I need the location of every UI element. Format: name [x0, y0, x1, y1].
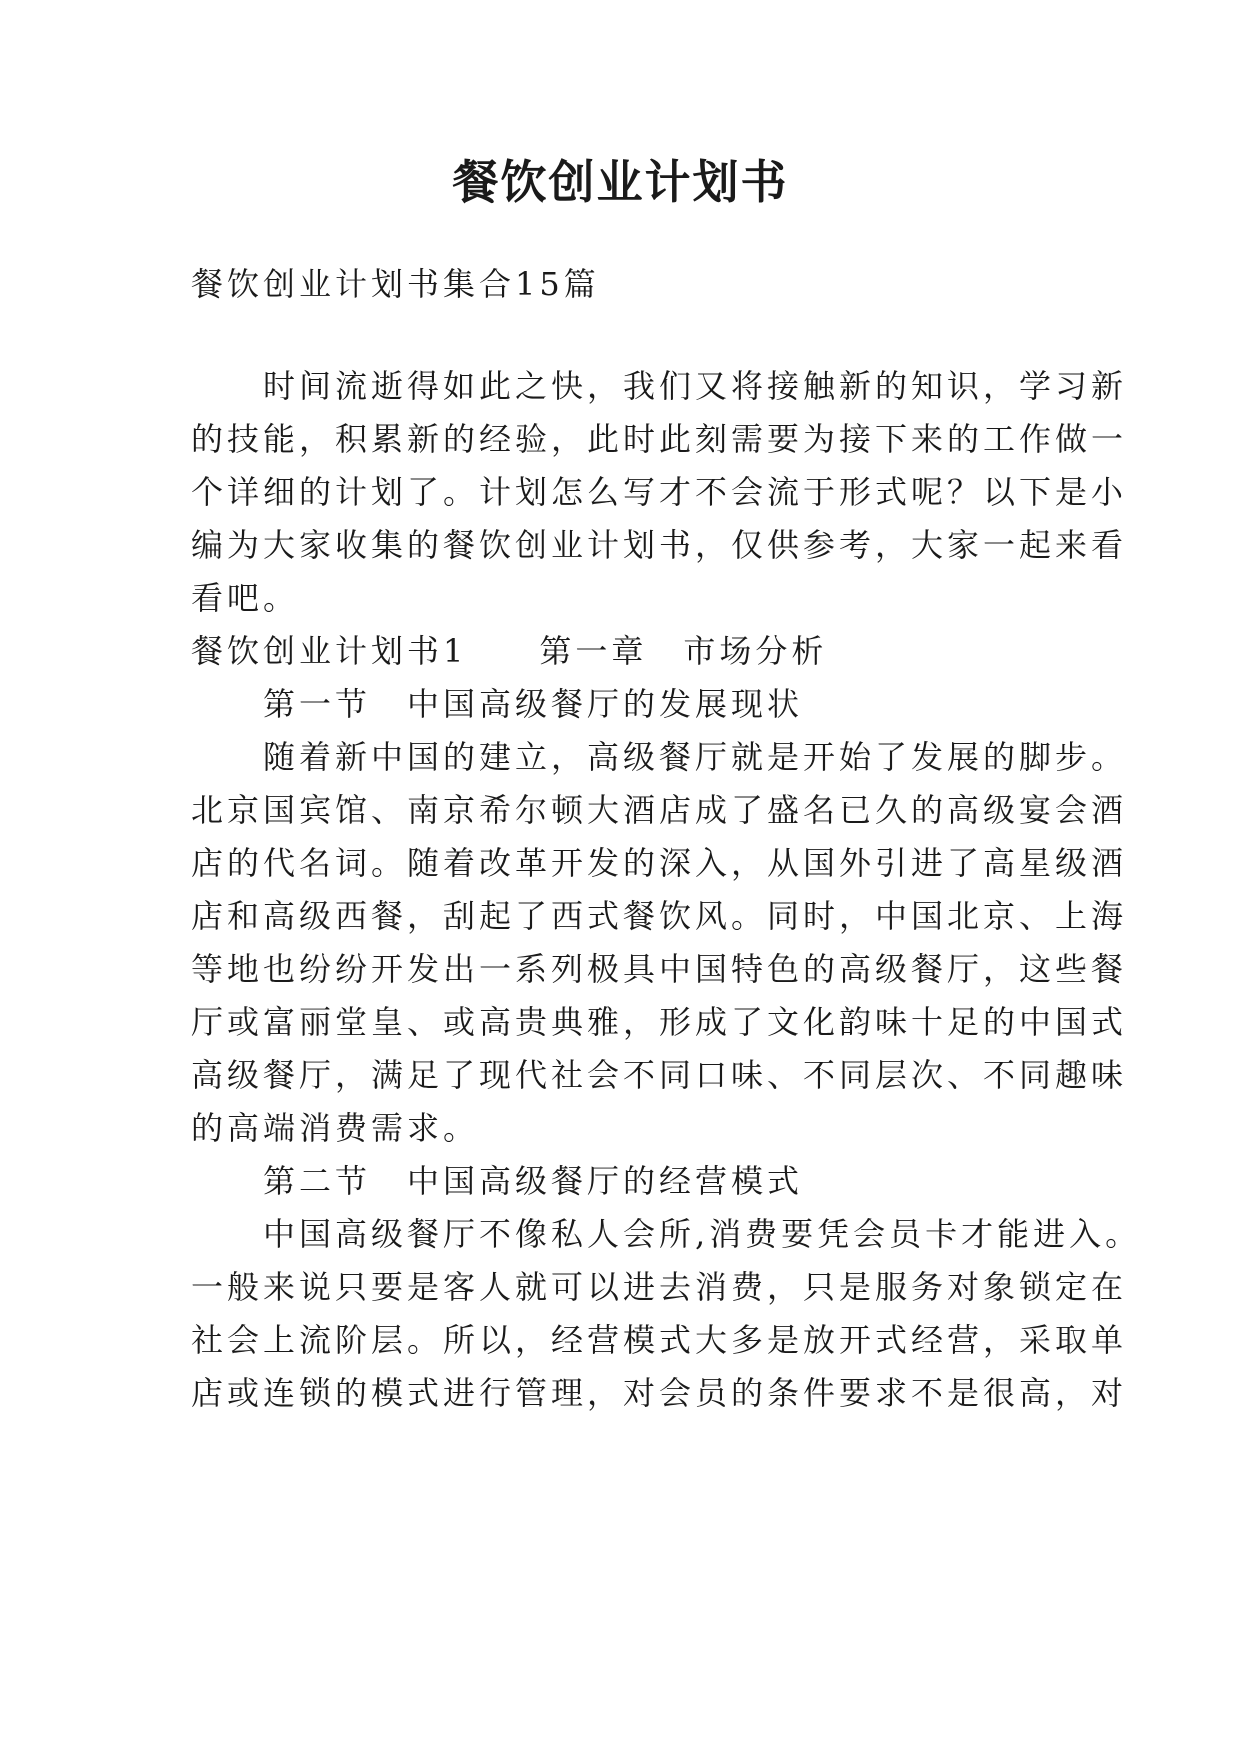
body-line: 高级餐厅，满足了现代社会不同口味、不同层次、不同趣味	[191, 1056, 1128, 1094]
body-line: 的技能，积累新的经验，此时此刻需要为接下来的工作做一	[191, 420, 1128, 458]
body-line: 编为大家收集的餐饮创业计划书，仅供参考，大家一起来看	[191, 526, 1128, 564]
body-line: 店和高级西餐，刮起了西式餐饮风。同时，中国北京、上海	[191, 897, 1128, 935]
body-line: 社会上流阶层。所以，经营模式大多是放开式经营，采取单	[191, 1321, 1128, 1359]
section-heading: 第二节 中国高级餐厅的经营模式	[191, 1162, 804, 1200]
section-heading: 第一节 中国高级餐厅的发展现状	[191, 685, 804, 723]
document-subtitle: 餐饮创业计划书集合15篇	[191, 265, 600, 303]
document-title: 餐饮创业计划书	[452, 155, 789, 209]
body-line: 中国高级餐厅不像私人会所,消费要凭会员卡才能进入。	[191, 1215, 1142, 1253]
body-line: 一般来说只要是客人就可以进去消费，只是服务对象锁定在	[191, 1268, 1128, 1306]
section-heading: 餐饮创业计划书1 第一章 市场分析	[191, 632, 828, 670]
body-line: 厅或富丽堂皇、或高贵典雅，形成了文化韵味十足的中国式	[191, 1003, 1128, 1041]
body-line: 时间流逝得如此之快，我们又将接触新的知识，学习新	[191, 367, 1128, 405]
body-line: 店或连锁的模式进行管理，对会员的条件要求不是很高，对	[191, 1374, 1128, 1412]
body-line: 看吧。	[191, 579, 300, 617]
body-line: 店的代名词。随着改革开发的深入，从国外引进了高星级酒	[191, 844, 1128, 882]
body-line: 的高端消费需求。	[191, 1109, 480, 1147]
body-line: 随着新中国的建立，高级餐厅就是开始了发展的脚步。	[191, 738, 1128, 776]
body-line: 个详细的计划了。计划怎么写才不会流于形式呢？以下是小	[191, 473, 1128, 511]
body-line: 等地也纷纷开发出一系列极具中国特色的高级餐厅，这些餐	[191, 950, 1128, 988]
body-line: 北京国宾馆、南京希尔顿大酒店成了盛名已久的高级宴会酒	[191, 791, 1128, 829]
